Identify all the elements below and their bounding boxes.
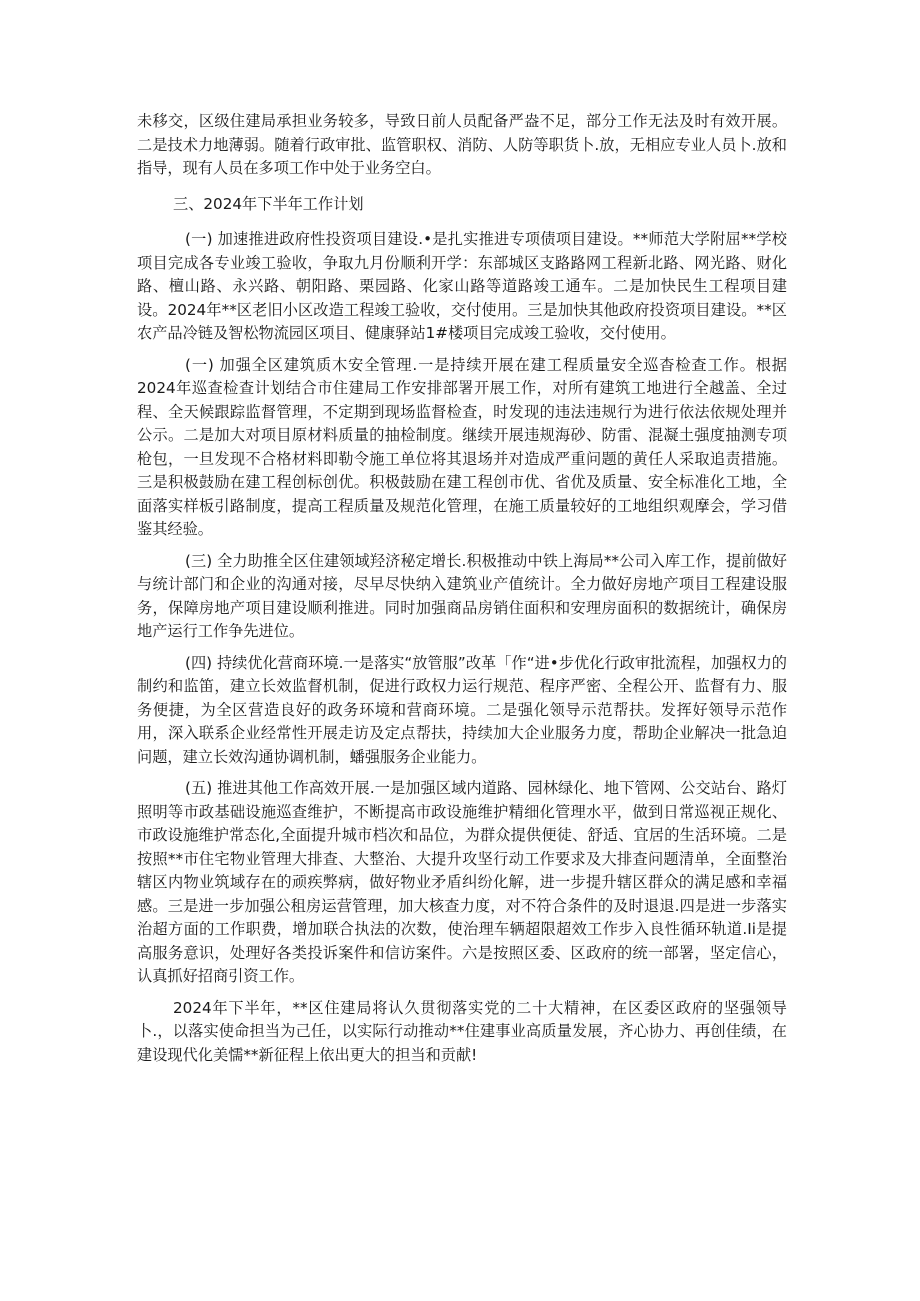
section-heading: 三、2024年下半年工作计划 bbox=[173, 194, 364, 213]
section-paragraph-1: (一) 加速推进政府性投资项目建设.•是扎实推进专项债项目建设。**师范大学附屈**学校项目完成各专业竣工验收，争取九月份顺利开学：东部城区支路路网工程新北路、网光路、财化路、檀山路、永兴路、朝阳路、栗园路、化家山路等道路竣工通车。二是加快民生工程项目建设。2024年**区老旧小区改造工程竣工验收，交付使用。三是加快其他政府投资项目建设。**区农产品冷链及智松物流园区项目、健康驿站1#楼项目完成竣工验收，交付使用。 bbox=[137, 230, 787, 342]
document-page bbox=[137, 110, 787, 1067]
section-paragraph-4: (四) 持续优化营商环境.一是落实“放管服”改革「作“进•步优化行政审批流程，加强权力的制约和监笛，建立长效监督机制，促进行政权力运行规范、程序严密、全程公开、监督有力、服务便捷，为全区营造良好的政务环境和营商环境。二是强化领导示范帮扶。发挥好领导示范作用，深入联系企业经常性开展走访及定点帮扶，持续加大企业服务力度，帮助企业解决一批急迫问题，建立长效沟通协调机制，蟠强服务企业能力。 bbox=[137, 653, 787, 766]
section-paragraph-2: (一) 加强全区建筑质木安全管理.一是持续开展在建工程质量安全巡杳检查工作。根据2024年巡查检查计划结合市住建局工作安排部署开展工作，对所有建筑工地进行全越盖、全过程、全天候跟踪监督管理，不定期到现场监督检查，时发现的违法违规行为进行依法依规处理并公示。二是加大对项目原材料质量的抽检制度。继续开展违规海砂、防雷、混凝土强度抽测专项枪包，一旦发现不合格材料即勒令施工单位将其退场并对造成严重问题的黄任人采取追责措施。三是积极鼓励在建工程创标创优。积极鼓励在建工程创市优、省优及质量、安全标准化工地，全面落实样板引路制度，提高工程质量及规范化管理，在施工质量较好的工地组织观摩会，学习借鉴其经验。 bbox=[137, 355, 787, 538]
section-paragraph-5: (五) 推进其他工作高效开展.一是加强区域内道路、园林绿化、地下管网、公交站台、路灯照明等市政基础设施巡查维护，不断提高市政设施维护精细化管理水平，做到日常巡视正规化、市政设施维护常态化,全面提升城市档次和品位，为群众提供便徒、舒适、宜居的生活环境。二是按照**市住宅物业管理大排查、大整治、大提升攻坚行动工作要求及大排查问题清单，全面整治辖区内物业筑域存在的顽疾弊病，做好物业矛盾纠纷化解，进一步提升辖区群众的满足感和幸福感。三是进一步加强公租房运营管理，加大核查力度，对不符合条件的及时退退.四是进一步落实治超方面的工作职费，增加联合执法的次数，使治理车辆超限超效工作步入良性循环轨道.Ii是提高服务意识，处理好各类投诉案件和信访案件。六是按照区委、区政府的统一部署，坚定信心，认真抓好招商引资工作。 bbox=[137, 779, 787, 985]
intro-paragraph: 未移交，区级住建局承担业务较多，导致日前人员配备严盎不足，部分工作无法及时有效开展。二是技术力地薄弱。随着行政审批、监管职权、消防、人防等职货卜.放，无相应专业人员卜.放和指导，现有人员在多项工作中处于业务空白。 bbox=[137, 112, 787, 177]
section-paragraph-3: (三) 全力助推全区住建领域羟济秘定增长.积极推动中铁上海局**公司入库工作，提前做好与统计部门和企业的沟通对接，尽早尽快纳入建筑业产值统计。全力做好房地产项目工程建设服务，保障房地产项目建设顺利推进。同时加强商品房销住面积和安理房面积的数据统计，确保房地产运行工作争先进位。 bbox=[137, 551, 787, 640]
closing-paragraph: 2024年下半年，**区住建局将认久贯彻落实党的二十大精神，在区委区政府的坚强领导卜.，以落实使命担当为己任，以实际行动推动**住建事业高质量发展，齐心协力、再创佳绩，在建设现代化美懦**新征程上依出更大的担当和贡献! bbox=[137, 998, 787, 1064]
